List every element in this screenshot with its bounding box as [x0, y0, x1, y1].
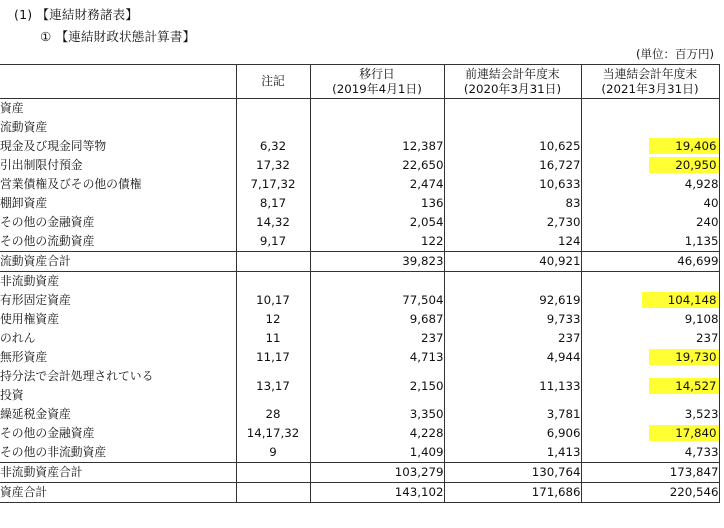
- row-label: 引出制限付預金: [0, 158, 83, 172]
- row-other-non-current-assets: [0, 443, 719, 463]
- row-value-transition: 143,102: [310, 483, 444, 503]
- row-value-current: 220,546: [581, 483, 719, 503]
- header-c3-line2: (2021年3月31日): [601, 81, 699, 96]
- header-label-col: [0, 65, 236, 99]
- row-value-current: 1,135: [581, 232, 719, 252]
- row-note: 11,17: [236, 348, 310, 367]
- row-equity-method-investments: [0, 367, 719, 405]
- row-total-non-current-assets: [0, 463, 719, 483]
- highlighted-value: 19,406: [649, 138, 718, 154]
- row-value-prior: 10,625: [444, 137, 581, 156]
- header-c1-line2: (2019年4月1日): [332, 81, 422, 96]
- row-value-transition: 103,279: [310, 463, 444, 483]
- row-value-prior: 6,906: [444, 424, 581, 443]
- row-value-prior: 11,133: [444, 367, 581, 405]
- row-value-current: 9,108: [581, 310, 719, 329]
- row-value-current-cell: [581, 156, 719, 175]
- row-label: その他の流動資産: [0, 234, 95, 248]
- row-note: [236, 483, 310, 503]
- financial-position-table: [0, 64, 720, 503]
- row-label: 流動資産: [0, 120, 48, 134]
- row-label: その他の金融資産: [0, 215, 95, 229]
- row-trade-receivables: [0, 175, 719, 194]
- row-value-current: 4,733: [581, 443, 719, 463]
- highlighted-value: 20,950: [649, 157, 718, 173]
- row-note: [236, 272, 310, 292]
- row-value-transition: 3,350: [310, 405, 444, 424]
- row-value-prior: [444, 99, 581, 119]
- row-value-prior: 124: [444, 232, 581, 252]
- row-value-prior: 16,727: [444, 156, 581, 175]
- row-value-current: 173,847: [581, 463, 719, 483]
- row-label: [0, 367, 236, 405]
- row-value-current-cell: [581, 291, 719, 310]
- row-value-current: 237: [581, 329, 719, 348]
- row-note: 11: [236, 329, 310, 348]
- row-label: 有形固定資産: [0, 293, 71, 307]
- row-value-prior: 4,944: [444, 348, 581, 367]
- row-label: 非流動資産: [0, 272, 236, 292]
- table-header-row: [0, 65, 719, 99]
- highlighted-value: 19,730: [649, 349, 718, 365]
- row-label: 資産: [0, 101, 24, 115]
- row-value-transition: 77,504: [310, 291, 444, 310]
- header-current-year: [581, 65, 719, 99]
- row-value-current: [581, 99, 719, 119]
- row-other-financial-assets-noncurrent: [0, 424, 719, 443]
- highlighted-value: 17,840: [649, 425, 718, 441]
- row-value-current: 3,523: [581, 405, 719, 424]
- highlighted-value: 104,148: [642, 292, 719, 308]
- row-intangible-assets: [0, 348, 719, 367]
- row-value-current: [581, 118, 719, 137]
- row-value-prior: 237: [444, 329, 581, 348]
- row-label-line1: 持分法で会計処理されている: [0, 369, 154, 383]
- header-c2-line1: 前連結会計年度末: [465, 66, 560, 81]
- row-note: 14,32: [236, 213, 310, 232]
- row-value-transition: 4,713: [310, 348, 444, 367]
- row-value-prior: 3,781: [444, 405, 581, 424]
- row-note: [236, 118, 310, 137]
- row-value-transition: 1,409: [310, 443, 444, 463]
- section-heading: (1) 【連結財務諸表】: [14, 7, 139, 22]
- header-note: [236, 65, 310, 99]
- row-note: 13,17: [236, 367, 310, 405]
- row-label: 無形資産: [0, 350, 48, 364]
- unit-label: (単位：百万円): [636, 47, 714, 61]
- row-inventories: [0, 194, 719, 213]
- row-value-transition: [310, 272, 444, 292]
- header-note-text: 注記: [261, 74, 285, 88]
- row-value-current: [581, 272, 719, 292]
- row-non-current-assets-header: [0, 272, 719, 292]
- row-value-prior: 130,764: [444, 463, 581, 483]
- row-label: 棚卸資産: [0, 196, 48, 210]
- row-assets: [0, 99, 719, 119]
- row-other-financial-assets-current: [0, 213, 719, 232]
- row-value-transition: 2,054: [310, 213, 444, 232]
- row-restricted-deposits: [0, 156, 719, 175]
- row-value-prior: 10,633: [444, 175, 581, 194]
- row-value-current-cell: [581, 348, 719, 367]
- row-note: 17,32: [236, 156, 310, 175]
- row-total-current-assets: [0, 252, 719, 272]
- row-value-transition: 2,474: [310, 175, 444, 194]
- row-value-transition: 2,150: [310, 367, 444, 405]
- row-label: その他の金融資産: [0, 426, 95, 440]
- row-value-transition: 237: [310, 329, 444, 348]
- row-note: [236, 99, 310, 119]
- row-note: [236, 463, 310, 483]
- row-value-current-cell: [581, 424, 719, 443]
- row-value-prior: [444, 118, 581, 137]
- row-value-transition: 22,650: [310, 156, 444, 175]
- row-value-prior: 2,730: [444, 213, 581, 232]
- header-c1-line1: 移行日: [359, 66, 395, 81]
- row-value-current: 240: [581, 213, 719, 232]
- row-value-current-cell: [581, 367, 719, 405]
- row-note: 7,17,32: [236, 175, 310, 194]
- row-value-transition: 12,387: [310, 137, 444, 156]
- row-value-current: 46,699: [581, 252, 719, 272]
- row-label: 現金及び現金同等物: [0, 139, 107, 153]
- row-current-assets-header: [0, 118, 719, 137]
- row-value-prior: 171,686: [444, 483, 581, 503]
- row-value-current: 40: [581, 194, 719, 213]
- row-value-prior: 83: [444, 194, 581, 213]
- row-value-transition: [310, 118, 444, 137]
- row-cash: [0, 137, 719, 156]
- row-value-prior: 92,619: [444, 291, 581, 310]
- row-note: 6,32: [236, 137, 310, 156]
- statement-title: ① 【連結財政状態計算書】: [40, 29, 196, 44]
- row-value-prior: 9,733: [444, 310, 581, 329]
- row-value-transition: 136: [310, 194, 444, 213]
- row-value-transition: 9,687: [310, 310, 444, 329]
- row-label: その他の非流動資産: [0, 445, 107, 459]
- row-label: 営業債権及びその他の債権: [0, 177, 142, 191]
- row-note: 8,17: [236, 194, 310, 213]
- row-value-prior: 1,413: [444, 443, 581, 463]
- row-note: 28: [236, 405, 310, 424]
- row-label-line2: 投資: [0, 388, 24, 402]
- header-prior-year: [444, 65, 581, 99]
- row-note: 9: [236, 443, 310, 463]
- highlighted-value: 14,527: [649, 378, 718, 394]
- row-label: 資産合計: [0, 483, 236, 503]
- row-note: 12: [236, 310, 310, 329]
- row-note: 14,17,32: [236, 424, 310, 443]
- row-value-current: 4,928: [581, 175, 719, 194]
- row-value-prior: [444, 272, 581, 292]
- row-label: 非流動資産合計: [0, 463, 236, 483]
- header-c3-line1: 当連結会計年度末: [602, 66, 698, 81]
- row-value-transition: 4,228: [310, 424, 444, 443]
- row-value-transition: [310, 99, 444, 119]
- row-note: 10,17: [236, 291, 310, 310]
- row-value-transition: 39,823: [310, 252, 444, 272]
- row-label: のれん: [0, 331, 36, 345]
- row-value-transition: 122: [310, 232, 444, 252]
- row-deferred-tax-assets: [0, 405, 719, 424]
- row-ppe: [0, 291, 719, 310]
- row-total-assets: [0, 483, 719, 503]
- row-note: 9,17: [236, 232, 310, 252]
- row-goodwill: [0, 329, 719, 348]
- row-label: 使用権資産: [0, 312, 59, 326]
- header-transition-date: [310, 65, 444, 99]
- row-right-of-use-assets: [0, 310, 719, 329]
- row-other-current-assets: [0, 232, 719, 252]
- row-value-current-cell: [581, 137, 719, 156]
- row-value-prior: 40,921: [444, 252, 581, 272]
- header-c2-line2: (2020年3月31日): [463, 81, 562, 96]
- row-note: [236, 252, 310, 272]
- row-label: 流動資産合計: [0, 252, 236, 272]
- row-label: 繰延税金資産: [0, 407, 71, 421]
